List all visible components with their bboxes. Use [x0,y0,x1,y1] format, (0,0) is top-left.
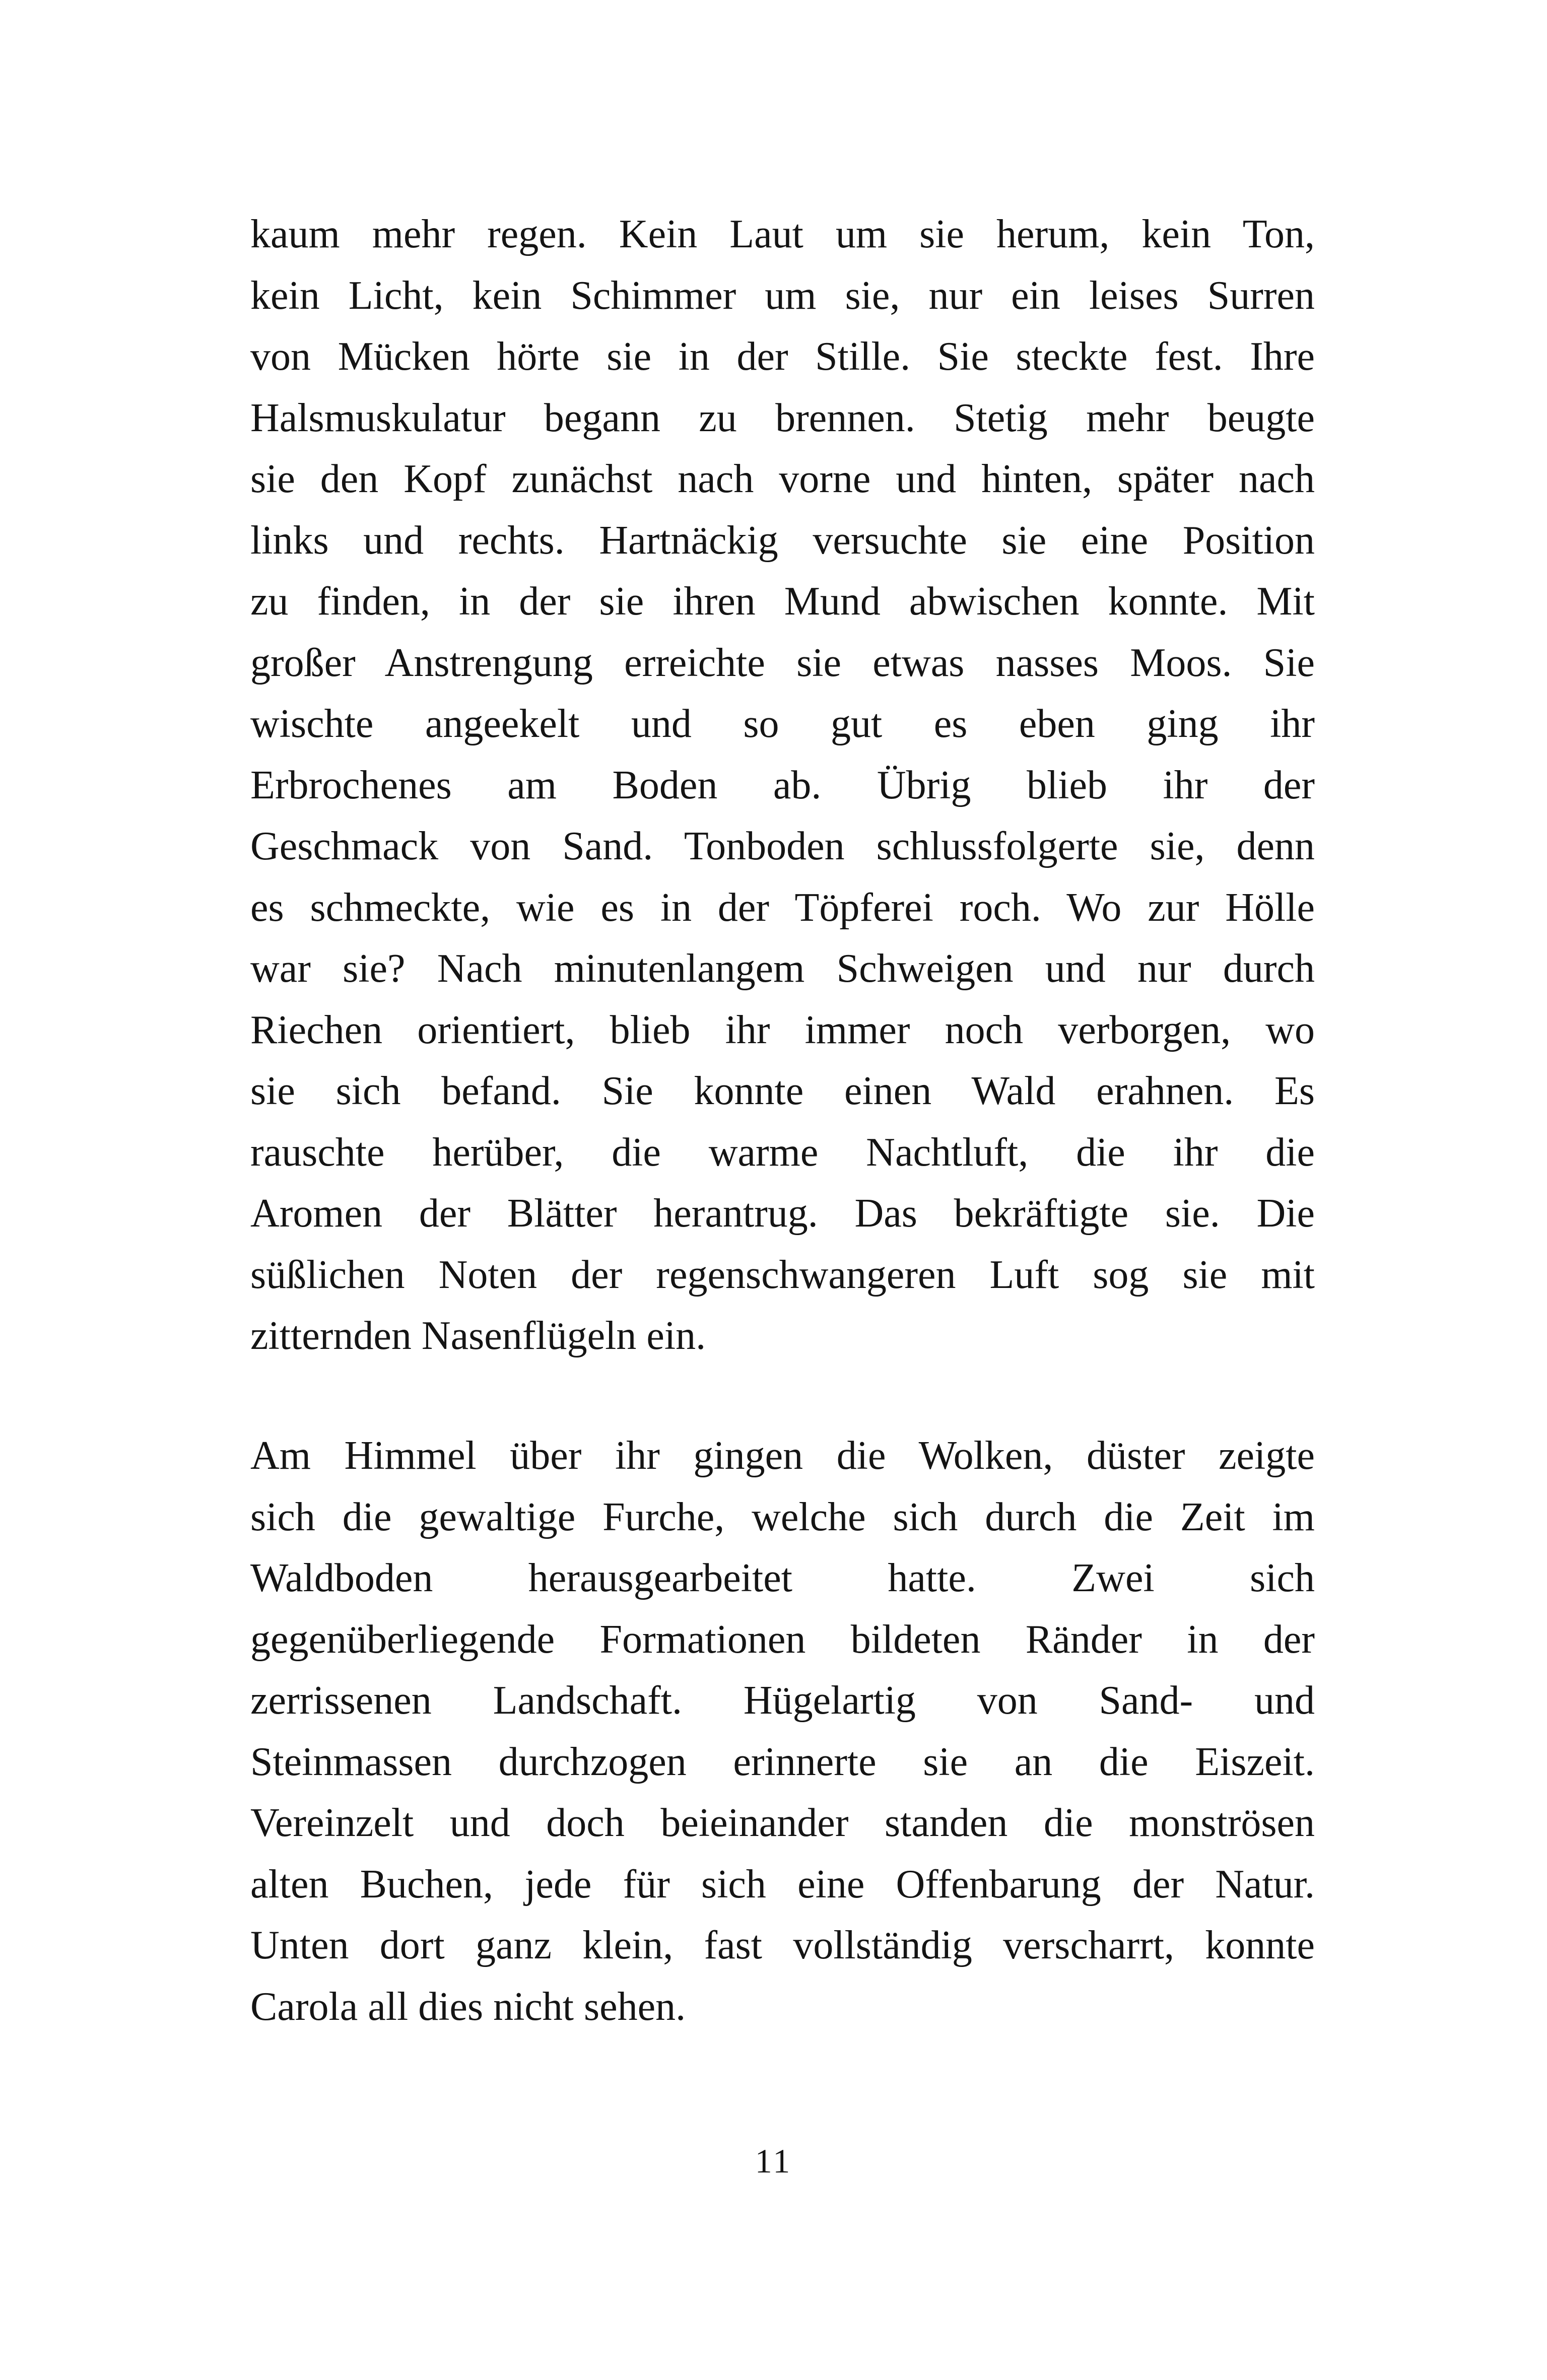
text-line: links und rechts. Hartnäckig versuchte sie eine Position [250,518,1315,563]
text-line: Geschmack von Sand. Tonboden schlussfolgerte sie, denn [250,824,1315,868]
text-line: zitternden Nasenflügeln ein. [250,1314,706,1358]
text-line: sich die gewaltige Furche, welche sich durch die Zeit im [250,1494,1315,1539]
text-line: Riechen orientiert, blieb ihr immer noch verborgen, wo [250,1007,1315,1052]
text-line: kein Licht, kein Schimmer um sie, nur ein leises Surren [250,273,1315,318]
text-line: zu finden, in der sie ihren Mund abwischen konnte. Mit [250,579,1315,624]
text-line: sie den Kopf zunächst nach vorne und hinten, später nach [250,457,1315,501]
text-line: Am Himmel über ihr gingen die Wolken, düster zeigte [250,1434,1315,1478]
text-line: kaum mehr regen. Kein Laut um sie herum, kein Ton, [250,212,1315,256]
page-number: 11 [755,2142,792,2180]
text-line: wischte angeekelt und so gut es eben ging ihr [250,702,1315,746]
paragraph-2 [250,1425,1315,2037]
text-line: gegenüberliegende Formationen bildeten Ränder in der [250,1617,1315,1662]
text-line: Unten dort ganz klein, fast vollständig verscharrt, konnte [250,1923,1315,1967]
text-line: Halsmuskulatur begann zu brennen. Stetig mehr beugte [250,395,1315,440]
text-line: sie sich befand. Sie konnte einen Wald erahnen. Es [250,1069,1315,1113]
text-line: rauschte herüber, die warme Nachtluft, die ihr die [250,1130,1315,1175]
text-line: Erbrochenes am Boden ab. Übrig blieb ihr der [250,763,1315,807]
text-line: Vereinzelt und doch beieinander standen die monströsen [250,1801,1315,1845]
text-line: alten Buchen, jede für sich eine Offenbarung der Natur. [250,1862,1315,1907]
text-line: es schmeckte, wie es in der Töpferei roch. Wo zur Hölle [250,885,1315,930]
text-line: großer Anstrengung erreichte sie etwas nasses Moos. Sie [250,640,1315,685]
text-line: war sie? Nach minutenlangem Schweigen und nur durch [250,946,1315,991]
text-line: zerrissenen Landschaft. Hügelartig von Sand- und [250,1678,1315,1723]
text-line: Carola all dies nicht sehen. [250,1984,686,2029]
paragraph-1 [250,204,1315,1367]
text-line: Waldboden herausgearbeitet hatte. Zwei sich [250,1556,1315,1600]
text-line: Steinmassen durchzogen erinnerte sie an die Eiszeit. [250,1739,1315,1784]
text-line: süßlichen Noten der regenschwangeren Luft sog sie mit [250,1252,1315,1297]
text-line: Aromen der Blätter herantrug. Das bekräftigte sie. Die [250,1191,1315,1236]
text-line: von Mücken hörte sie in der Stille. Sie steckte fest. Ihre [250,334,1315,379]
